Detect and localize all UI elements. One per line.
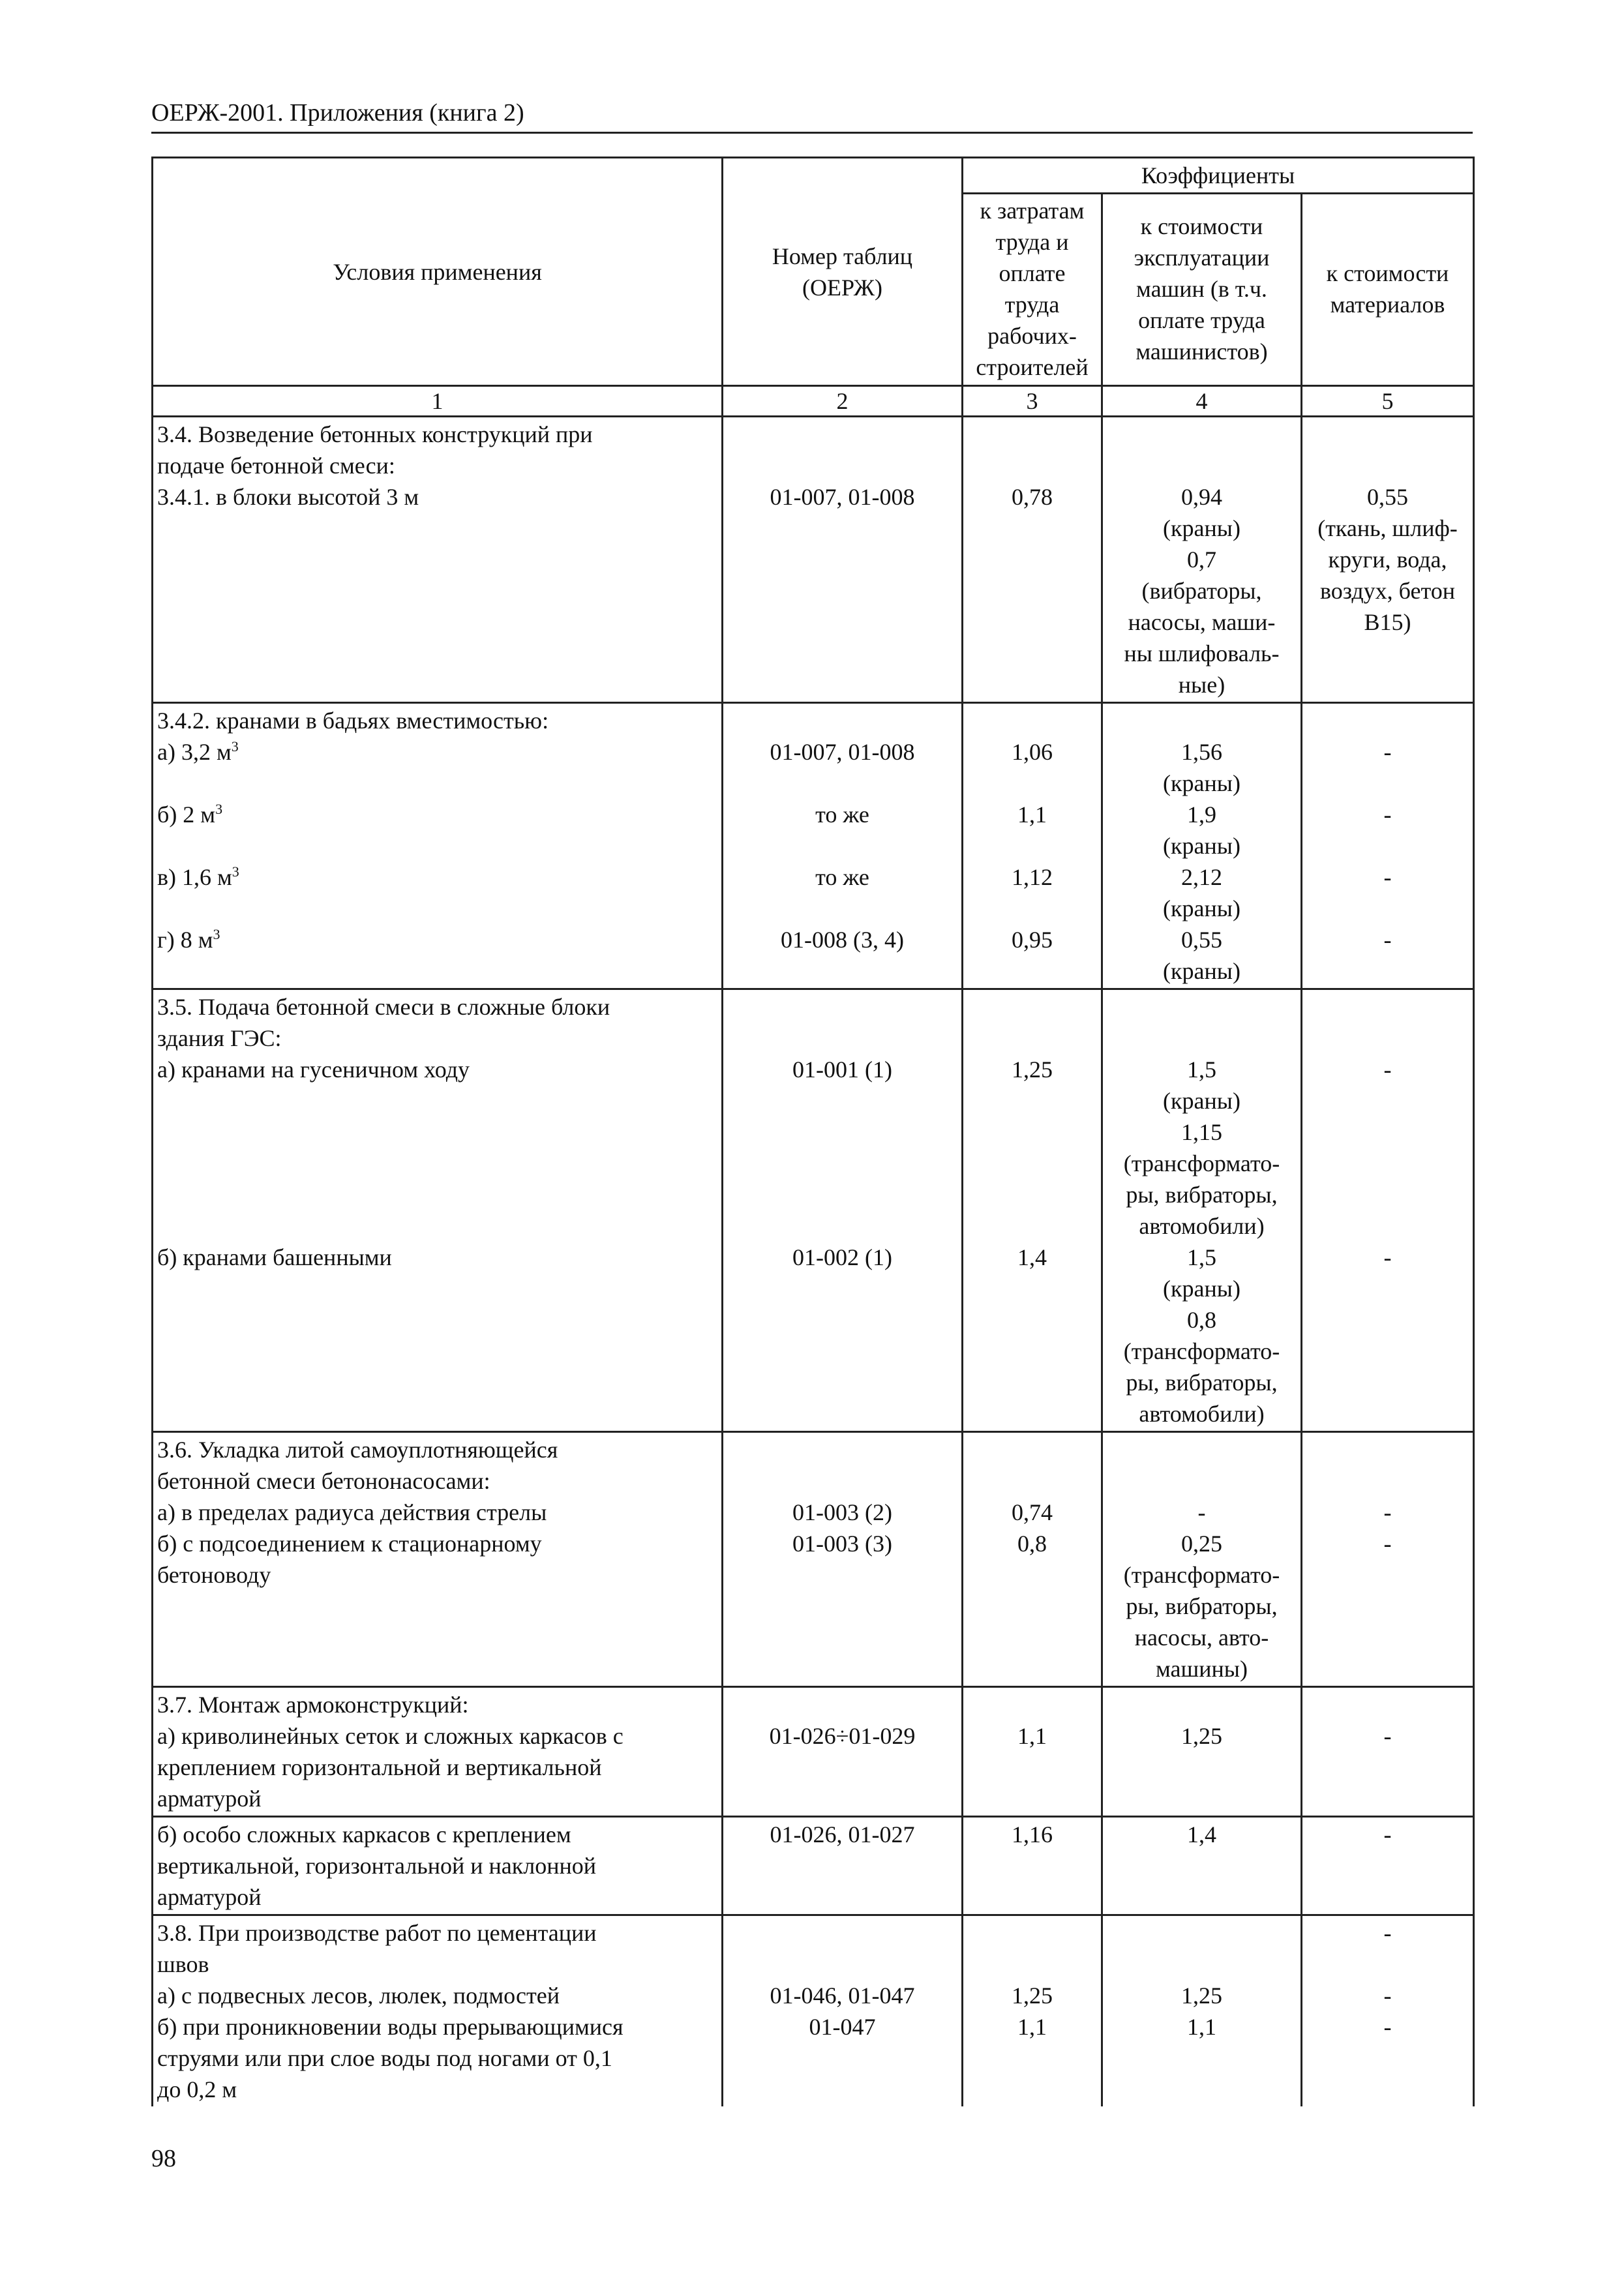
cell-line: - xyxy=(1383,1982,1392,2009)
header-row-top xyxy=(153,158,1474,194)
cell-line: материалов xyxy=(1330,292,1445,318)
cell-line: 01-007, 01-008 xyxy=(770,484,915,510)
cell-line: подаче бетонной смеси: xyxy=(157,453,395,479)
cell-line xyxy=(727,1917,957,1949)
cell-line: 3.7. Монтаж армоконструкций: xyxy=(157,1692,469,1718)
cell-line xyxy=(727,1023,957,1054)
header-labor xyxy=(963,194,1102,386)
cell-line: 0,95 xyxy=(1012,927,1053,953)
cell-line: ны шлифоваль- xyxy=(1124,640,1280,666)
cell-c5 xyxy=(1302,989,1474,1432)
cell-c5 xyxy=(1302,1432,1474,1687)
cell-line: арматурой xyxy=(157,1786,262,1812)
cell-line: 1,25 xyxy=(1181,1723,1222,1749)
cell-line: 1,1 xyxy=(1187,2014,1216,2040)
cell-line xyxy=(727,1434,957,1465)
cell-line xyxy=(967,1917,1097,1949)
cell-line xyxy=(967,1116,1097,1148)
cell-line xyxy=(727,1148,957,1179)
cell-line: 1,25 xyxy=(1012,1056,1053,1083)
cell-line: 01-046, 01-047 xyxy=(770,1982,915,2009)
cell-line xyxy=(1306,450,1469,481)
cell-line: а) в пределах радиуса действия стрелы xyxy=(157,1499,547,1525)
cell-line: 1,16 xyxy=(1012,1821,1053,1848)
cell-line: 1,56 xyxy=(1181,739,1222,765)
cell-line: 1,1 xyxy=(1017,801,1047,828)
cell-line: а) криволинейных сеток и сложных каркасов с xyxy=(157,1723,624,1749)
cell-c2 xyxy=(723,417,963,703)
cell-c4 xyxy=(1102,989,1302,1432)
cell-line: - xyxy=(1197,1499,1206,1525)
cell-line xyxy=(1107,1949,1297,1980)
cell-line xyxy=(967,830,1097,861)
cell-c5 xyxy=(1302,1687,1474,1817)
cell-line xyxy=(157,768,717,799)
cell-line xyxy=(157,830,717,861)
cell-line: швов xyxy=(157,1951,209,1977)
cell-line: 1,12 xyxy=(1012,864,1053,890)
header-conditions: Условия применения xyxy=(153,158,723,386)
cell-line: 0,78 xyxy=(1012,484,1053,510)
cell-line xyxy=(1107,450,1297,481)
cell-c4 xyxy=(1102,1432,1302,1687)
cell-line xyxy=(1306,1465,1469,1497)
cell-c4 xyxy=(1102,1915,1302,2107)
cell-line: круги, вода, xyxy=(1328,546,1447,573)
cell-line: б) с подсоединением к стационарному xyxy=(157,1531,542,1557)
cell-line: 01-047 xyxy=(809,2014,876,2040)
cell-line: ры, вибраторы, xyxy=(1126,1182,1278,1208)
cell-line: эксплуатации xyxy=(1134,245,1270,271)
cell-line xyxy=(967,1689,1097,1720)
cell-line: в) 1,6 $м^3$ xyxy=(157,863,239,890)
cell-line: (краны) xyxy=(1163,895,1241,921)
table-row xyxy=(153,989,1474,1432)
cell-line: 1,15 xyxy=(1181,1119,1222,1145)
cell-line xyxy=(1306,991,1469,1023)
cell-line xyxy=(1306,1949,1469,1980)
cell-line: 1,9 xyxy=(1187,801,1216,828)
cell-line: струями или при слое воды под ногами от 0,1 xyxy=(157,2045,612,2071)
cell-line: 01-008 (3, 4) xyxy=(781,927,904,953)
column-number-row xyxy=(153,386,1474,417)
cell-line xyxy=(1107,991,1297,1023)
cell-line xyxy=(967,705,1097,736)
cell-line xyxy=(967,1949,1097,1980)
cell-line: 0,7 xyxy=(1187,546,1216,573)
cell-line: насосы, авто- xyxy=(1134,1624,1269,1651)
table-row xyxy=(153,1687,1474,1817)
cell-line: (краны) xyxy=(1163,770,1241,796)
page-number: 98 xyxy=(151,2145,176,2172)
cell-line: 3.4.1. в блоки высотой 3 м xyxy=(157,484,419,510)
cell-line: (вибраторы, xyxy=(1141,578,1262,604)
cell-line: 1,5 xyxy=(1187,1056,1216,1083)
cell-line xyxy=(1107,1465,1297,1497)
cell-line: 1,06 xyxy=(1012,739,1053,765)
cell-line: 0,55 xyxy=(1181,927,1222,953)
cell-line: б) особо сложных каркасов с креплением xyxy=(157,1821,571,1848)
cell-line: 0,55 xyxy=(1367,484,1408,510)
cell-c3 xyxy=(963,1915,1102,2107)
cell-line: 3.4. Возведение бетонных конструкций при xyxy=(157,421,593,447)
cell-line: а) кранами на гусеничном ходу xyxy=(157,1056,470,1083)
cell-c3 xyxy=(963,703,1102,989)
cell-line: 1,25 xyxy=(1012,1982,1053,2009)
header-rule xyxy=(151,132,1473,134)
cell-line: 01-026, 01-027 xyxy=(770,1821,915,1848)
cell-line xyxy=(1306,893,1469,924)
cell-line: (краны) xyxy=(1163,833,1241,859)
cell-line xyxy=(727,1179,957,1210)
cell-line xyxy=(727,1210,957,1242)
cell-line: - xyxy=(1383,1920,1392,1946)
cell-line: бетоноводу xyxy=(157,1562,271,1588)
cell-line: машин (в т.ч. xyxy=(1136,276,1267,302)
cell-line xyxy=(1107,1434,1297,1465)
cell-line: автомобили) xyxy=(1139,1401,1265,1427)
cell-c4 xyxy=(1102,703,1302,989)
cell-line xyxy=(1107,419,1297,450)
cell-line: машины) xyxy=(1156,1656,1248,1682)
cell-line xyxy=(1306,1434,1469,1465)
cell-c1 xyxy=(153,1687,723,1817)
cell-line: бетонной смеси бетононасосами: xyxy=(157,1468,490,1494)
cell-line: (ткань, шлиф- xyxy=(1317,515,1458,541)
cell-line xyxy=(1107,705,1297,736)
cell-c1 xyxy=(153,989,723,1432)
cell-c4 xyxy=(1102,1687,1302,1817)
cell-line: 01-007, 01-008 xyxy=(770,739,915,765)
cell-line: 3.8. При производстве работ по цементации xyxy=(157,1920,597,1946)
cell-line xyxy=(727,768,957,799)
cell-line: ры, вибраторы, xyxy=(1126,1369,1278,1396)
cell-line: В15) xyxy=(1364,609,1411,635)
cell-line: - xyxy=(1383,864,1392,890)
cell-c3 xyxy=(963,989,1102,1432)
cell-line: г) 8 $м^3$ xyxy=(157,926,220,953)
header-coefficients: Коэффициенты xyxy=(963,158,1474,194)
cell-line: - xyxy=(1383,1056,1392,1083)
cell-line xyxy=(967,893,1097,924)
cell-c5 xyxy=(1302,1817,1474,1915)
cell-line xyxy=(967,768,1097,799)
cell-line xyxy=(1306,1148,1469,1179)
cell-line: то же xyxy=(815,864,869,890)
cell-line xyxy=(967,991,1097,1023)
cell-line: (трансформато- xyxy=(1123,1338,1280,1364)
cell-line: к стоимости xyxy=(1140,213,1263,239)
cell-line: - xyxy=(1383,1821,1392,1848)
cell-line: 1,25 xyxy=(1181,1982,1222,2009)
cell-line: 1,4 xyxy=(1187,1821,1216,1848)
cell-line: рабочих- xyxy=(987,323,1077,349)
column-number-2: 2 xyxy=(723,386,963,417)
cell-line: вертикальной, горизонтальной и наклонной xyxy=(157,1853,596,1879)
cell-line: арматурой xyxy=(157,1884,262,1910)
cell-line: - xyxy=(1383,1531,1392,1557)
cell-line xyxy=(157,1210,717,1242)
cell-line: 1,1 xyxy=(1017,2014,1047,2040)
cell-line: ры, вибраторы, xyxy=(1126,1593,1278,1619)
cell-line xyxy=(1306,705,1469,736)
cell-c3 xyxy=(963,1687,1102,1817)
cell-line xyxy=(1306,1023,1469,1054)
cell-line xyxy=(1306,1116,1469,1148)
cell-line: (краны) xyxy=(1163,515,1241,541)
cell-line: 3.5. Подача бетонной смеси в сложные блоки xyxy=(157,994,610,1020)
cell-line: 3.6. Укладка литой самоуплотняющейся xyxy=(157,1437,558,1463)
cell-line: - xyxy=(1383,801,1392,828)
cell-line: 1,4 xyxy=(1017,1244,1047,1270)
cell-line xyxy=(967,450,1097,481)
cell-line xyxy=(727,830,957,861)
cell-line xyxy=(157,1085,717,1116)
cell-line xyxy=(967,419,1097,450)
cell-line: б) при проникновении воды прерывающимися xyxy=(157,2014,624,2040)
cell-line: - xyxy=(1383,2014,1392,2040)
cell-line: до 0,2 м xyxy=(157,2076,237,2102)
cell-line: оплате xyxy=(999,260,1066,286)
cell-line: 01-002 (1) xyxy=(792,1244,892,1270)
cell-line: 0,25 xyxy=(1181,1531,1222,1557)
cell-c5 xyxy=(1302,1915,1474,2107)
cell-line: креплением горизонтальной и вертикальной xyxy=(157,1754,602,1780)
cell-line: (трансформато- xyxy=(1123,1562,1280,1588)
cell-line xyxy=(727,1465,957,1497)
cell-c3 xyxy=(963,1432,1102,1687)
cell-c1 xyxy=(153,417,723,703)
cell-line xyxy=(157,1116,717,1148)
cell-line: (трансформато- xyxy=(1123,1150,1280,1176)
cell-line xyxy=(967,1465,1097,1497)
column-number-3: 3 xyxy=(963,386,1102,417)
cell-line: (краны) xyxy=(1163,958,1241,984)
table-row xyxy=(153,1817,1474,1915)
cell-c2 xyxy=(723,1915,963,2107)
cell-line xyxy=(967,1085,1097,1116)
cell-line: - xyxy=(1383,927,1392,953)
header-machines xyxy=(1102,194,1302,386)
cell-line: (краны) xyxy=(1163,1276,1241,1302)
table-row xyxy=(153,703,1474,989)
running-header: ОЕРЖ-2001. Приложения (книга 2) xyxy=(151,99,524,127)
cell-line xyxy=(727,1689,957,1720)
cell-c5 xyxy=(1302,417,1474,703)
cell-line: 01-026÷01-029 xyxy=(769,1723,916,1749)
cell-c1 xyxy=(153,1432,723,1687)
cell-line xyxy=(1306,1085,1469,1116)
cell-line: машинистов) xyxy=(1135,338,1268,365)
cell-line xyxy=(967,1148,1097,1179)
cell-c5 xyxy=(1302,703,1474,989)
cell-line: воздух, бетон xyxy=(1320,578,1455,604)
cell-line xyxy=(967,1023,1097,1054)
cell-line: здания ГЭС: xyxy=(157,1025,282,1051)
cell-line: труда и xyxy=(995,229,1069,255)
cell-line: насосы, маши- xyxy=(1128,609,1276,635)
coefficients-table xyxy=(151,157,1475,2106)
cell-line xyxy=(157,1179,717,1210)
cell-line: 01-003 (3) xyxy=(792,1531,892,1557)
cell-line xyxy=(727,1116,957,1148)
cell-line: б) кранами башенными xyxy=(157,1244,392,1270)
cell-c3 xyxy=(963,1817,1102,1915)
table-body xyxy=(153,417,1474,2107)
cell-line xyxy=(1306,830,1469,861)
cell-line xyxy=(1107,1917,1297,1949)
cell-c2 xyxy=(723,703,963,989)
cell-line: 0,8 xyxy=(1187,1307,1216,1333)
cell-line: 0,74 xyxy=(1012,1499,1053,1525)
cell-line xyxy=(727,991,957,1023)
cell-line: к затратам xyxy=(980,198,1085,224)
cell-c2 xyxy=(723,1432,963,1687)
cell-line xyxy=(967,1179,1097,1210)
cell-line xyxy=(727,419,957,450)
header-table-numbers: Номер таблиц (ОЕРЖ) xyxy=(723,158,963,386)
cell-line: к стоимости xyxy=(1326,260,1449,286)
cell-line: 2,12 xyxy=(1181,864,1222,890)
cell-line xyxy=(727,450,957,481)
cell-c2 xyxy=(723,989,963,1432)
table-row xyxy=(153,417,1474,703)
cell-line: оплате труда xyxy=(1138,307,1265,333)
cell-line: б) 2 $м^3$ xyxy=(157,801,223,828)
cell-line xyxy=(727,1949,957,1980)
table-row xyxy=(153,1915,1474,2107)
cell-line: - xyxy=(1383,739,1392,765)
cell-line: ные) xyxy=(1178,672,1226,698)
column-number-4: 4 xyxy=(1102,386,1302,417)
cell-line xyxy=(1306,1210,1469,1242)
cell-c3 xyxy=(963,417,1102,703)
cell-line xyxy=(967,1434,1097,1465)
cell-line xyxy=(1306,768,1469,799)
cell-line: 1,1 xyxy=(1017,1723,1047,1749)
cell-line: 0,8 xyxy=(1017,1531,1047,1557)
column-number-1: 1 xyxy=(153,386,723,417)
cell-line: - xyxy=(1383,1499,1392,1525)
cell-line xyxy=(1306,1689,1469,1720)
cell-line: строителей xyxy=(976,354,1089,380)
header-materials xyxy=(1302,194,1474,386)
cell-line xyxy=(1306,1179,1469,1210)
cell-line xyxy=(727,893,957,924)
cell-c4 xyxy=(1102,417,1302,703)
cell-line xyxy=(1107,1023,1297,1054)
cell-line xyxy=(1306,419,1469,450)
cell-line: то же xyxy=(815,801,869,828)
cell-line xyxy=(967,1210,1097,1242)
cell-c2 xyxy=(723,1817,963,1915)
cell-line: 01-001 (1) xyxy=(792,1056,892,1083)
cell-line xyxy=(157,893,717,924)
cell-c2 xyxy=(723,1687,963,1817)
cell-line: а) с подвесных лесов, люлек, подмостей xyxy=(157,1982,560,2009)
cell-line: - xyxy=(1383,1244,1392,1270)
cell-c1 xyxy=(153,703,723,989)
cell-line xyxy=(727,705,957,736)
cell-line: 1,5 xyxy=(1187,1244,1216,1270)
cell-line: 3.4.2. кранами в бадьях вместимостью: xyxy=(157,708,549,734)
cell-line xyxy=(1107,1689,1297,1720)
cell-line xyxy=(727,1085,957,1116)
table-row xyxy=(153,1432,1474,1687)
cell-line: (краны) xyxy=(1163,1088,1241,1114)
cell-c1 xyxy=(153,1915,723,2107)
cell-c4 xyxy=(1102,1817,1302,1915)
cell-line: труда xyxy=(1004,292,1060,318)
cell-line: 0,94 xyxy=(1181,484,1222,510)
cell-line: 01-003 (2) xyxy=(792,1499,892,1525)
column-number-5: 5 xyxy=(1302,386,1474,417)
cell-c1 xyxy=(153,1817,723,1915)
cell-line: - xyxy=(1383,1723,1392,1749)
cell-line: а) 3,2 $м^3$ xyxy=(157,738,239,765)
cell-line: автомобили) xyxy=(1139,1213,1265,1239)
cell-line xyxy=(157,1148,717,1179)
